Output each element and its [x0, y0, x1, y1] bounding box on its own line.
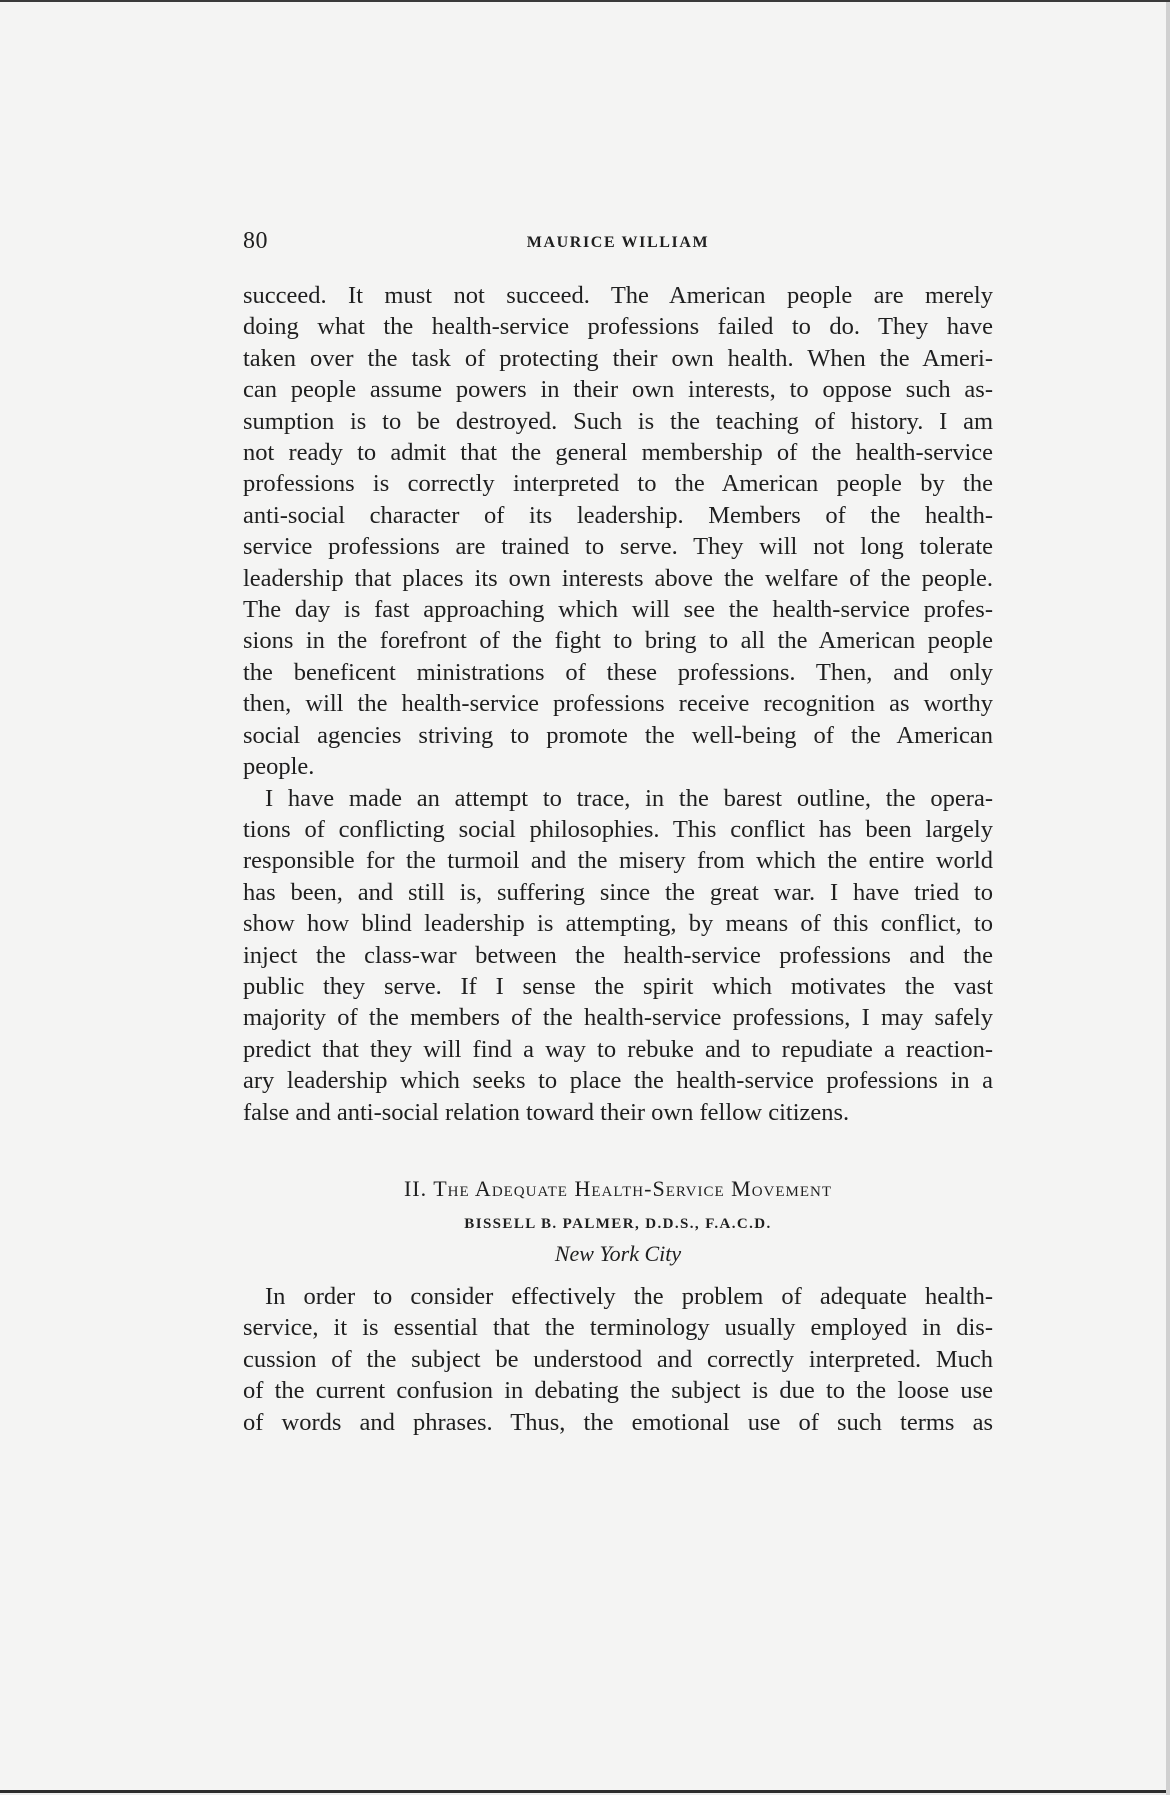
text-line: leadership that places its own interests above the welfare of the people. [243, 564, 993, 592]
text-line: I have made an attempt to trace, in the barest outline, the opera- [265, 784, 993, 812]
text-line: sions in the forefront of the fight to bring to all the American people [243, 627, 993, 655]
section-location: New York City [554, 1240, 682, 1266]
text-line: not ready to admit that the general membership of the health-service [243, 439, 993, 467]
text-line: tions of conflicting social philosophies. This conflict has been largely [243, 815, 993, 843]
page-edge [1166, 2, 1170, 1795]
text-line: taken over the task of protecting their own health. When the Ameri- [243, 344, 993, 372]
section-author: BISSELL B. PALMER, D.D.S., F.A.C.D. [464, 1215, 772, 1232]
text-line: social agencies striving to promote the well-being of the American [243, 721, 993, 749]
running-title: MAURICE WILLIAM [526, 234, 710, 251]
text-line: professions is correctly interpreted to the American people by the [243, 470, 993, 498]
paragraph-2 [243, 783, 993, 1128]
paragraph-3 [243, 1281, 993, 1438]
text-line: can people assume powers in their own interests, to oppose such as- [243, 376, 993, 404]
text-line: then, will the health-service professions receive recognition as worthy [243, 690, 993, 718]
section-heading-text: II. The Adequate Health-Service Movement [403, 1175, 833, 1201]
text-line: responsible for the turmoil and the misery from which the entire world [243, 847, 993, 875]
paragraph-1 [243, 280, 993, 783]
text-line: majority of the members of the health-service professions, I may safely [243, 1004, 993, 1032]
text-line: show how blind leadership is attempting, by means of this conflict, to [243, 910, 993, 938]
text-line: false and anti-social relation toward their own fellow citizens. [243, 1098, 850, 1126]
section-heading [243, 1176, 993, 1202]
text-line: service, it is essential that the terminology usually employed in dis- [243, 1314, 993, 1342]
text-line: has been, and still is, suffering since the great war. I have tried to [243, 878, 993, 906]
text-line: service professions are trained to serve. They will not long tolerate [243, 533, 993, 561]
page-number: 80 [243, 228, 268, 254]
text-line: of the current confusion in debating the subject is due to the loose use [243, 1377, 993, 1405]
text-line: predict that they will find a way to rebuke and to repudiate a reaction- [243, 1035, 993, 1063]
running-head [243, 228, 993, 268]
text-line: of words and phrases. Thus, the emotional use of such terms as [243, 1408, 993, 1436]
text-line: doing what the health-service professions failed to do. They have [243, 313, 993, 341]
text-line: people. [243, 753, 315, 781]
text-line: the beneficent ministrations of these professions. Then, and only [243, 658, 993, 686]
text-line: The day is fast approaching which will see the health-service profes- [243, 596, 993, 624]
text-line: succeed. It must not succeed. The American people are merely [243, 282, 993, 309]
text-line: sumption is to be destroyed. Such is the teaching of history. I am [243, 407, 993, 435]
text-line: inject the class-war between the health-service professions and the [243, 941, 993, 969]
text-block [243, 228, 993, 1438]
text-line: In order to consider effectively the problem of adequate health- [265, 1282, 993, 1310]
text-line: ary leadership which seeks to place the health-service professions in a [243, 1067, 993, 1095]
text-line: public they serve. If I sense the spirit which motivates the vast [243, 972, 993, 1000]
text-line: anti-social character of its leadership. Members of the health- [243, 501, 993, 529]
text-line: cussion of the subject be understood and correctly interpreted. Much [243, 1345, 993, 1373]
